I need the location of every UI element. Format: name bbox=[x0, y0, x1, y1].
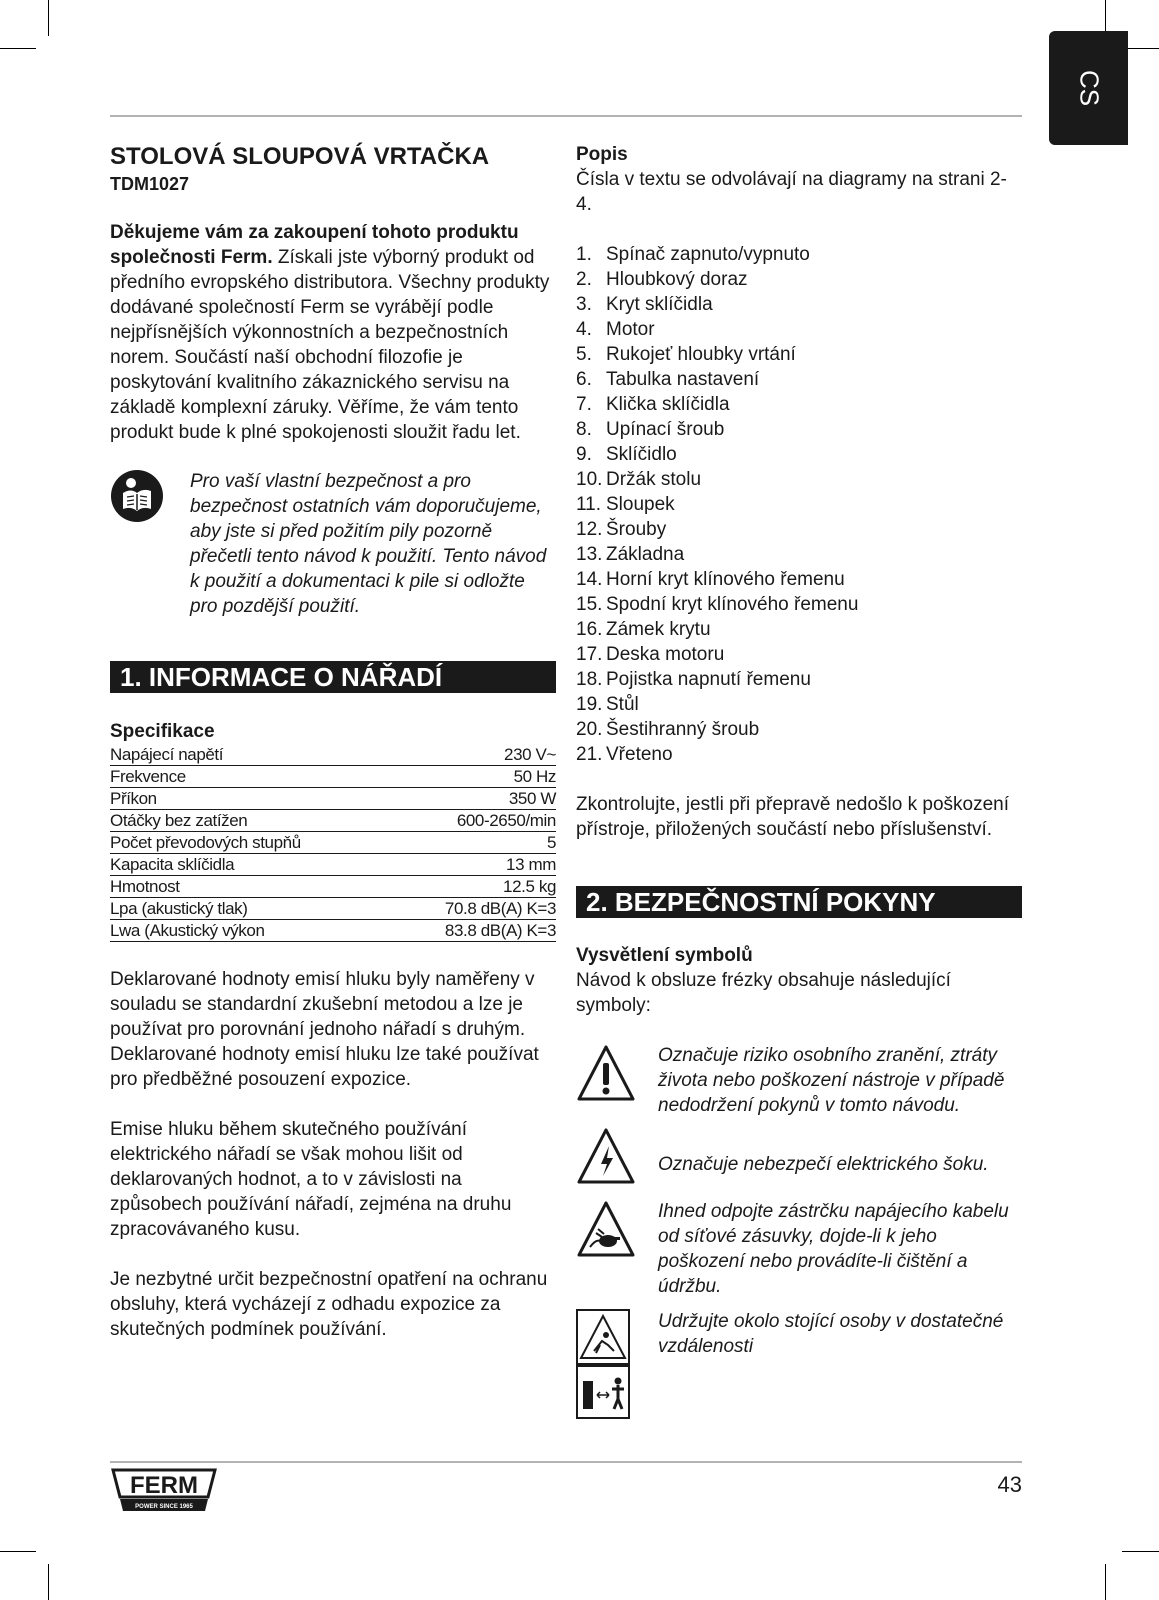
parts-list-item bbox=[576, 542, 1022, 567]
spec-value: 5 bbox=[392, 832, 556, 854]
part-label: Horní kryt klínového řemenu bbox=[606, 569, 845, 590]
parts-list-item bbox=[576, 467, 1022, 492]
parts-list-item bbox=[576, 517, 1022, 542]
part-label: Sklíčidlo bbox=[606, 444, 677, 465]
svg-text:POWER SINCE 1965: POWER SINCE 1965 bbox=[135, 1504, 193, 1510]
right-column bbox=[576, 142, 1022, 1426]
parts-list-item bbox=[576, 592, 1022, 617]
spec-label: Hmotnost bbox=[110, 876, 392, 898]
part-number: 12. bbox=[576, 519, 603, 540]
spec-value: 230 V~ bbox=[392, 744, 556, 766]
part-number: 18. bbox=[576, 669, 603, 690]
paragraph-noise-2: Emise hluku během skutečného používání elektrického nářadí se však mohou lišit od deklarovaných hodnot, a to v závislosti na způsobech používání nářadí, zejména na druhu zpracovávaného kusu. bbox=[110, 1119, 512, 1240]
spec-label: Napájecí napětí bbox=[110, 744, 392, 766]
part-label: Spínač zapnuto/vypnuto bbox=[606, 244, 810, 265]
part-number: 7. bbox=[576, 394, 592, 415]
model-number: TDM1027 bbox=[110, 174, 190, 194]
part-number: 2. bbox=[576, 269, 592, 290]
parts-list-item bbox=[576, 242, 1022, 267]
part-number: 4. bbox=[576, 319, 592, 340]
footer-rule bbox=[110, 1461, 1022, 1463]
popis-title: Popis bbox=[576, 144, 628, 165]
symbol-text-2: Označuje nebezpečí elektrického šoku. bbox=[658, 1154, 989, 1175]
part-number: 3. bbox=[576, 294, 592, 315]
parts-list-item bbox=[576, 642, 1022, 667]
paragraph-noise-3: Je nezbytné určit bezpečnostní opatření na ochranu obsluhy, která vycházejí z odhadu expozice za skutečných podmínek používání. bbox=[110, 1269, 548, 1340]
svg-text:FERM: FERM bbox=[130, 1472, 198, 1499]
part-label: Deska motoru bbox=[606, 644, 725, 665]
spec-row bbox=[110, 832, 556, 854]
spec-label: Lpa (akustický tlak) bbox=[110, 898, 392, 920]
spec-value: 83.8 dB(A) K=3 bbox=[392, 920, 556, 942]
part-number: 5. bbox=[576, 344, 592, 365]
keep-distance-icon bbox=[576, 1309, 630, 1419]
part-number: 10. bbox=[576, 469, 603, 490]
part-label: Sloupek bbox=[606, 494, 675, 515]
part-number: 1. bbox=[576, 244, 592, 265]
part-label: Kryt sklíčidla bbox=[606, 294, 713, 315]
symbol-text-4: Udržujte okolo stojící osoby v dostatečné vzdálenosti bbox=[658, 1311, 1004, 1357]
parts-list-item bbox=[576, 392, 1022, 417]
part-label: Šrouby bbox=[606, 519, 667, 540]
parts-list-item bbox=[576, 492, 1022, 517]
language-code: CS bbox=[1074, 69, 1104, 107]
language-tab bbox=[1049, 31, 1128, 145]
spec-row bbox=[110, 854, 556, 876]
part-number: 8. bbox=[576, 419, 592, 440]
symbols-title: Vysvětlení symbolů bbox=[576, 945, 753, 966]
part-number: 16. bbox=[576, 619, 603, 640]
parts-list-item bbox=[576, 267, 1022, 292]
part-label: Spodní kryt klínového řemenu bbox=[606, 594, 859, 615]
intro-text: Získali jste výborný produkt od předního evropského distributora. Všechny produkty dodávané společností Ferm se vyrábějí podle nejpřísnějších výkonnostních a bezpečnostních norem. Součástí naší obchodní filozofie je poskytování kvalitního zákaznického servisu na základě komplexní záruky. Věříme, že vám tento produkt bude k plné spokojenosti sloužit řadu let. bbox=[110, 247, 550, 443]
check-text: Zkontrolujte, jestli při přepravě nedošlo k poškození přístroje, přiložených součástí nebo příslušenství. bbox=[576, 794, 1010, 840]
symbol-row bbox=[576, 1199, 1022, 1299]
parts-list-item bbox=[576, 367, 1022, 392]
parts-list-item bbox=[576, 617, 1022, 642]
spec-row bbox=[110, 788, 556, 810]
part-number: 11. bbox=[576, 494, 602, 515]
left-column bbox=[110, 142, 556, 1342]
part-number: 6. bbox=[576, 369, 592, 390]
ferm-logo bbox=[110, 1467, 218, 1515]
spec-value: 350 W bbox=[392, 788, 556, 810]
parts-list-item bbox=[576, 292, 1022, 317]
symbol-row bbox=[576, 1043, 1022, 1118]
warning-icon bbox=[576, 1043, 636, 1103]
part-label: Upínací šroub bbox=[606, 419, 725, 440]
part-number: 14. bbox=[576, 569, 603, 590]
crop-mark bbox=[1122, 1551, 1159, 1552]
part-label: Stůl bbox=[606, 694, 639, 715]
part-number: 19. bbox=[576, 694, 603, 715]
spec-value: 13 mm bbox=[392, 854, 556, 876]
spec-row bbox=[110, 920, 556, 942]
symbol-row bbox=[576, 1309, 1022, 1426]
spec-row bbox=[110, 876, 556, 898]
part-number: 17. bbox=[576, 644, 603, 665]
part-label: Motor bbox=[606, 319, 655, 340]
spec-table bbox=[110, 744, 556, 942]
part-label: Hloubkový doraz bbox=[606, 269, 748, 290]
intro-bold: Děkujeme vám za zakoupení tohoto produktu společnosti Ferm. bbox=[110, 222, 519, 268]
part-label: Pojistka napnutí řemenu bbox=[606, 669, 811, 690]
spec-row bbox=[110, 810, 556, 832]
part-label: Rukojeť hloubky vrtání bbox=[606, 344, 796, 365]
spec-value: 600-2650/min bbox=[392, 810, 556, 832]
safety-notice bbox=[110, 469, 556, 619]
spec-row bbox=[110, 744, 556, 766]
part-label: Tabulka nastavení bbox=[606, 369, 760, 390]
section-heading-1: 1. INFORMACE O NÁŘADÍ bbox=[110, 661, 556, 693]
symbols-intro: Návod k obsluze frézky obsahuje následující symboly: bbox=[576, 970, 951, 1016]
document-title: STOLOVÁ SLOUPOVÁ VRTAČKA bbox=[110, 143, 490, 170]
crop-mark bbox=[1105, 1564, 1106, 1600]
symbol-row bbox=[576, 1126, 1022, 1193]
part-label: Vřeteno bbox=[606, 744, 673, 765]
part-number: 15. bbox=[576, 594, 603, 615]
section-heading-2: 2. BEZPEČNOSTNÍ POKYNY bbox=[576, 886, 1022, 918]
spec-row bbox=[110, 898, 556, 920]
spec-label: Kapacita sklíčidla bbox=[110, 854, 392, 876]
part-number: 9. bbox=[576, 444, 592, 465]
parts-list bbox=[576, 242, 1022, 767]
spec-label: Počet převodových stupňů bbox=[110, 832, 392, 854]
part-label: Držák stolu bbox=[606, 469, 702, 490]
intro-paragraph bbox=[110, 220, 556, 445]
part-number: 21. bbox=[576, 744, 603, 765]
spec-row bbox=[110, 766, 556, 788]
part-number: 20. bbox=[576, 719, 603, 740]
part-label: Šestihranný šroub bbox=[606, 719, 760, 740]
read-manual-icon bbox=[110, 469, 164, 523]
parts-list-item bbox=[576, 717, 1022, 742]
spec-title: Specifikace bbox=[110, 721, 215, 742]
symbol-text-1: Označuje riziko osobního zranění, ztráty života nebo poškození nástroje v případě nedodržení pokynů v tomto návodu. bbox=[658, 1045, 1005, 1116]
parts-list-item bbox=[576, 342, 1022, 367]
spec-label: Frekvence bbox=[110, 766, 392, 788]
crop-mark bbox=[48, 1564, 49, 1600]
paragraph-noise-1: Deklarované hodnoty emisí hluku byly naměřeny v souladu se standardní zkušební metodou a lze je používat pro porovnání jednoho nářadí s druhým. Deklarované hodnoty emisí hluku lze také používat pro předběžné posouzení expozice. bbox=[110, 969, 539, 1090]
page-number: 43 bbox=[997, 1472, 1022, 1497]
parts-list-item bbox=[576, 567, 1022, 592]
spec-label: Příkon bbox=[110, 788, 392, 810]
header-rule bbox=[110, 115, 1022, 117]
parts-list-item bbox=[576, 667, 1022, 692]
popis-text: Čísla v textu se odvolávají na diagramy na strani 2-4. bbox=[576, 169, 1007, 215]
electric-shock-icon bbox=[576, 1126, 636, 1186]
spec-label: Otáčky bez zatížen bbox=[110, 810, 392, 832]
crop-mark bbox=[0, 48, 36, 49]
parts-list-item bbox=[576, 692, 1022, 717]
notice-text: Pro vaší vlastní bezpečnost a pro bezpečnost ostatních vám doporučujeme, aby jste si před požitím pily pozorně přečetli tento návod k použití. Tento návod k použití a dokumentaci k pile si odložte pro pozdější použití. bbox=[190, 471, 547, 617]
part-label: Zámek krytu bbox=[606, 619, 711, 640]
spec-value: 70.8 dB(A) K=3 bbox=[392, 898, 556, 920]
crop-mark bbox=[0, 1551, 36, 1552]
parts-list-item bbox=[576, 317, 1022, 342]
part-number: 13. bbox=[576, 544, 603, 565]
crop-mark bbox=[48, 0, 49, 36]
symbol-text-3: Ihned odpojte zástrčku napájecího kabelu od síťové zásuvky, dojde-li k jeho poškození nebo provádíte-li čištění a údržbu. bbox=[658, 1201, 1009, 1297]
spec-value: 12.5 kg bbox=[392, 876, 556, 898]
part-label: Klička sklíčidla bbox=[606, 394, 730, 415]
part-label: Základna bbox=[606, 544, 685, 565]
parts-list-item bbox=[576, 417, 1022, 442]
parts-list-item bbox=[576, 442, 1022, 467]
spec-value: 50 Hz bbox=[392, 766, 556, 788]
parts-list-item bbox=[576, 742, 1022, 767]
unplug-icon bbox=[576, 1199, 636, 1259]
spec-label: Lwa (Akustický výkon bbox=[110, 920, 392, 942]
